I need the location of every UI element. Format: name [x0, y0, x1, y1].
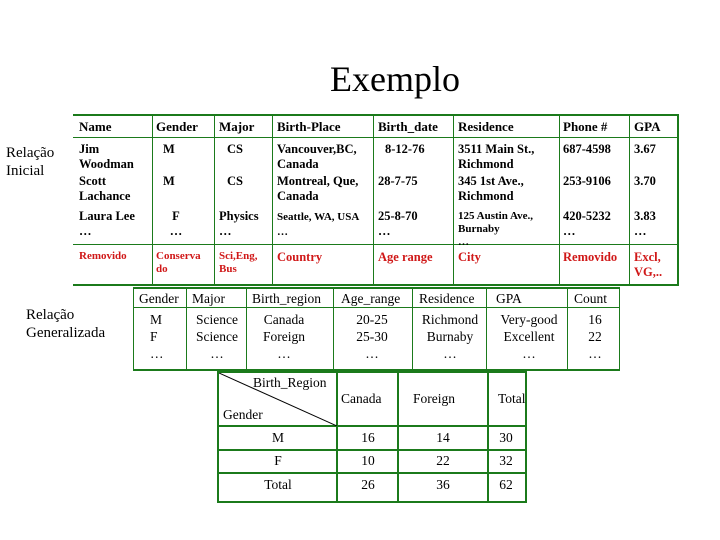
- crosstab-row-header: Gender: [223, 407, 263, 422]
- crosstab-row-f-canada: 10: [361, 453, 375, 468]
- gen-header-gpa: GPA: [496, 291, 522, 306]
- gen-header-age-range: Age_range: [341, 291, 401, 306]
- crosstab-row-f-foreign: 22: [436, 453, 450, 468]
- gen-header-residence: Residence: [419, 291, 475, 306]
- slide-title: Exemplo: [330, 59, 460, 99]
- crosstab-row-f-label: F: [274, 453, 282, 468]
- row3-major: Physics …: [219, 209, 259, 238]
- crosstab-row-m-canada: 16: [361, 430, 375, 445]
- initial-relation-label: [6, 144, 54, 180]
- initial-label-line-2: Inicial: [6, 163, 45, 179]
- row3-residence: 125 Austin Ave., Burnaby …: [458, 210, 533, 248]
- action-phone: Removido: [563, 250, 618, 264]
- gen-header-major: Major: [192, 291, 225, 306]
- row3-name: Laura Lee …: [79, 209, 135, 238]
- crosstab-row-m-total: 30: [499, 430, 513, 445]
- header-name: Name: [79, 119, 112, 134]
- generalized-label-line-2: Generalizada: [26, 325, 106, 341]
- header-gender: Gender: [156, 119, 198, 134]
- crosstab-row-total-label: Total: [264, 477, 292, 492]
- row1-residence: 3511 Main St., Richmond: [458, 142, 535, 171]
- row2-gender: M: [163, 174, 175, 188]
- row2-phone: 253-9106: [563, 174, 611, 188]
- crosstab-table: [217, 371, 527, 503]
- crosstab-row-total-total: 62: [499, 477, 513, 492]
- row3-gpa: 3.83 …: [634, 209, 656, 238]
- row3-phone: 420-5232 …: [563, 209, 611, 238]
- row2-major: CS: [227, 174, 243, 188]
- crosstab-row-total-canada: 26: [361, 477, 375, 492]
- row2-name: Scott Lachance: [79, 174, 131, 203]
- gen-col-age-range: 20-25 25-30 …: [356, 312, 388, 361]
- header-phone: Phone #: [563, 119, 608, 134]
- gen-col-major: Science Science …: [196, 312, 238, 361]
- row1-phone: 687-4598: [563, 142, 611, 156]
- initial-label-line-1: Relação: [6, 145, 55, 161]
- row2-residence: 345 1st Ave., Richmond: [458, 174, 524, 203]
- crosstab-col-header: Birth_Region: [253, 375, 327, 390]
- header-birth-date: Birth_date: [378, 119, 438, 134]
- row2-birth-place: Montreal, Que, Canada: [277, 174, 359, 203]
- gen-col-count: 16 22 …: [588, 312, 602, 361]
- action-gpa: Excl, VG,..: [634, 250, 663, 279]
- crosstab-row-total-foreign: 36: [436, 477, 450, 492]
- gen-col-residence: Richmond Burnaby …: [421, 312, 479, 361]
- row1-gender: M: [163, 142, 175, 156]
- gen-header-birth-region: Birth_region: [252, 291, 321, 306]
- row3-birth-date: 25-8-70 …: [378, 209, 418, 238]
- row1-birth-place: Vancouver,BC, Canada: [277, 142, 357, 171]
- action-gender: Conserva do: [156, 250, 201, 275]
- crosstab-row-m-foreign: 14: [436, 430, 450, 445]
- row3-gender: F …: [169, 209, 183, 238]
- header-gpa: GPA: [634, 119, 661, 134]
- crosstab-col-total: Total: [498, 391, 526, 406]
- gen-header-count: Count: [574, 291, 608, 306]
- header-birth-place: Birth-Place: [277, 119, 341, 134]
- action-name: Removido: [79, 250, 127, 262]
- gen-col-gpa: Very-good Excellent …: [500, 312, 558, 361]
- gen-header-gender: Gender: [139, 291, 179, 306]
- crosstab-col-foreign: Foreign: [413, 391, 455, 406]
- crosstab-col-canada: Canada: [341, 391, 382, 406]
- row3-birth-place: Seattle, WA, USA …: [277, 211, 360, 238]
- row2-birth-date: 28-7-75: [378, 174, 418, 188]
- action-birth-date: Age range: [378, 250, 433, 264]
- initial-relation-table: [73, 114, 679, 286]
- action-birth-place: Country: [277, 250, 323, 264]
- crosstab-row-f-total: 32: [499, 453, 513, 468]
- row1-gpa: 3.67: [634, 142, 656, 156]
- header-major: Major: [219, 119, 255, 134]
- row1-name: Jim Woodman: [79, 142, 134, 171]
- generalized-relation-table: [133, 287, 620, 371]
- action-major: Sci,Eng, Bus: [219, 250, 258, 275]
- row1-birth-date: 8-12-76: [385, 142, 425, 156]
- header-residence: Residence: [458, 119, 514, 134]
- row2-gpa: 3.70: [634, 174, 656, 188]
- action-residence: City: [458, 250, 481, 264]
- generalized-relation-label: [26, 306, 105, 342]
- gen-col-gender: M F …: [150, 312, 164, 361]
- crosstab-row-m-label: M: [271, 430, 284, 445]
- row1-major: CS: [227, 142, 243, 156]
- generalized-label-line-1: Relação: [26, 307, 75, 323]
- gen-col-birth-region: Canada Foreign …: [263, 312, 305, 361]
